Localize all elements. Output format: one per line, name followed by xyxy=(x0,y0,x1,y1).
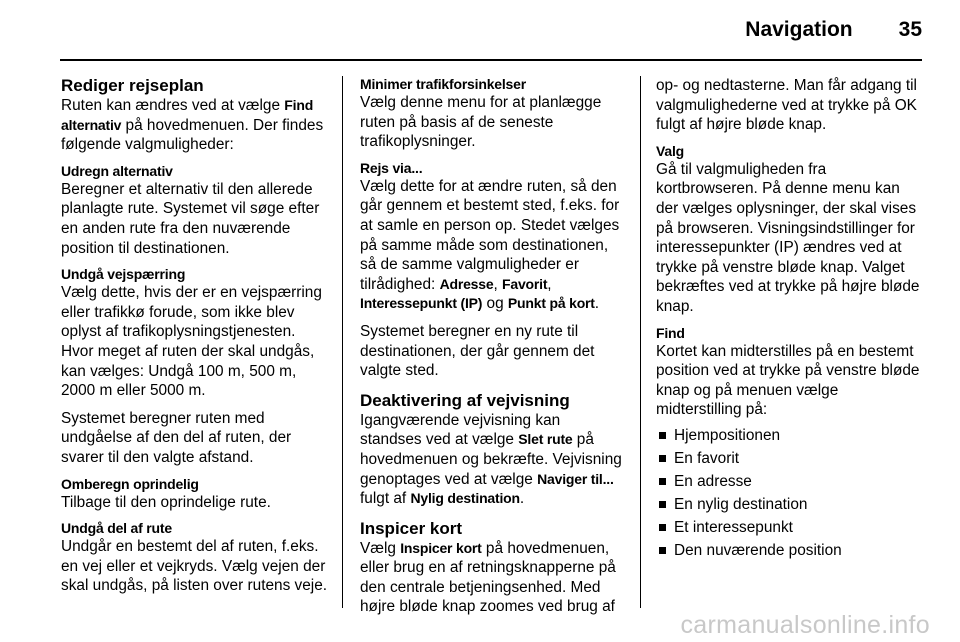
menu-term: Punkt på kort xyxy=(507,295,595,312)
paragraph-text: på hovedmenuen, eller brug en af retningsknapperne på den centrale betjeningsenhed. Med højre bløde knap zoomes ved brug af xyxy=(360,539,616,616)
option-title: Omberegn oprindelig xyxy=(61,475,199,492)
option-text: Beregner et alternativ til den allerede planlagte rute. Systemet vil søge efter en anden rute fra den nuværende position til destinationen. xyxy=(61,180,320,257)
separator: , xyxy=(493,275,502,293)
option-title: Undgå del af rute xyxy=(61,520,172,537)
option-text-part: Vælg dette for at ændre ruten, så den går gennem et bestemt sted, f.eks. for at samle en person op. Stedet vælges på samme måde som destinationen, så de samme valgmuligheder er tilrådighed: xyxy=(360,177,620,293)
column-right xyxy=(656,76,922,562)
watermark: carmanualsonline.info xyxy=(680,611,930,639)
paragraph-text: fulgt af xyxy=(360,490,411,508)
separator: og xyxy=(482,295,508,313)
option-text: Gå til valgmuligheden fra kortbrowseren. På denne menu kan der vælges oplysninger, der skal vises på browseren. Visningsindstillinger for interessepunkter (IP) ændres ved at trykke på venstre bløde knap. Valget bekræftes ved at trykke på højre bløde knap. xyxy=(656,160,920,315)
list-item: Hjempositionen xyxy=(656,424,922,447)
option-title: Rejs via... xyxy=(360,159,423,176)
list-item: Et interessepunkt xyxy=(656,516,922,539)
option-text: Kortet kan midterstilles på en bestemt position ved at trykke på venstre bløde knap og på menuen vælge midterstilling på: xyxy=(656,342,920,419)
option-text xyxy=(360,177,626,314)
section-paragraph xyxy=(360,539,626,617)
option-text: Systemet beregner en ny rute til destinationen, der går gennem det valgte sted. xyxy=(360,322,595,380)
continued-paragraph: op- og nedtasterne. Man får adgang til valgmulighederne ved at trykke på OK fulgt af højre bløde knap. xyxy=(656,77,917,134)
option-title: Minimer trafikforsinkelser xyxy=(360,76,526,92)
column-middle xyxy=(360,76,626,617)
paragraph-text: Igangværende vejvisning kan standses ved at vælge xyxy=(360,411,561,449)
option-text: Vælg dette, hvis der er en vejspærring eller trafikkø forude, som ikke blev oplyst af trafikoplysningstjenesten. Hvor meget af ruten der skal undgås, kan vælges: Undgå 100 m, 500 m, 2000 m eller 5000 m. xyxy=(61,284,322,400)
option-title: Udregn alternativ xyxy=(61,162,173,179)
column-divider xyxy=(640,76,641,608)
intro-text: Ruten kan ændres ved at vælge xyxy=(61,97,285,114)
paragraph-text: Vælg xyxy=(360,539,401,557)
option-title: Find xyxy=(656,324,685,341)
list-item: Den nuværende position xyxy=(656,539,922,562)
intro-paragraph xyxy=(61,96,328,155)
menu-term: Naviger til... xyxy=(537,470,614,487)
menu-term: Favorit xyxy=(502,275,548,292)
menu-term: Nylig destination xyxy=(410,490,520,507)
page-header xyxy=(745,18,922,48)
option-text: Tilbage til den oprindelige rute. xyxy=(61,493,271,511)
separator: . xyxy=(519,490,525,508)
center-options-list xyxy=(656,424,922,562)
separator: , xyxy=(547,275,552,293)
section-heading-deaktivering: Deaktivering af vejvisning xyxy=(360,390,570,410)
option-title: Valg xyxy=(656,142,684,159)
column-left xyxy=(61,76,328,596)
column-divider xyxy=(342,76,343,608)
section-paragraph xyxy=(360,411,626,509)
menu-term: Interessepunkt (IP) xyxy=(360,295,483,312)
menu-term: Find alternativ xyxy=(61,97,314,133)
menu-term: Inspicer kort xyxy=(400,539,482,556)
option-text: Systemet beregner ruten med undgåelse af den del af ruten, der svarer til den valgte afstand. xyxy=(61,409,292,466)
header-divider xyxy=(60,59,922,61)
intro-text-end: på hovedmenuen. Der findes følgende valgmuligheder: xyxy=(61,116,324,154)
option-text: Vælg denne menu for at planlægge ruten på basis af de seneste trafikoplysninger. xyxy=(360,94,602,151)
menu-term: Slet rute xyxy=(518,431,573,448)
list-item: En adresse xyxy=(656,470,922,493)
list-item: En nylig destination xyxy=(656,493,922,516)
header-title: Navigation xyxy=(745,18,853,41)
page-number: 35 xyxy=(898,18,922,41)
list-item: En favorit xyxy=(656,447,922,470)
paragraph-text: på hovedmenuen og bekræfte. Vejvisning genoptages ved at vælge xyxy=(360,431,622,488)
section-heading-inspicer: Inspicer kort xyxy=(360,518,463,538)
separator: . xyxy=(594,295,600,313)
option-text: Undgår en bestemt del af ruten, f.eks. en vej eller et vejkryds. Vælg vejen der skal undgås, på listen over rutens veje. xyxy=(61,538,328,595)
option-title: Undgå vejspærring xyxy=(61,266,186,283)
menu-term: Adresse xyxy=(439,275,494,292)
section-heading-rediger: Rediger rejseplan xyxy=(61,76,204,95)
